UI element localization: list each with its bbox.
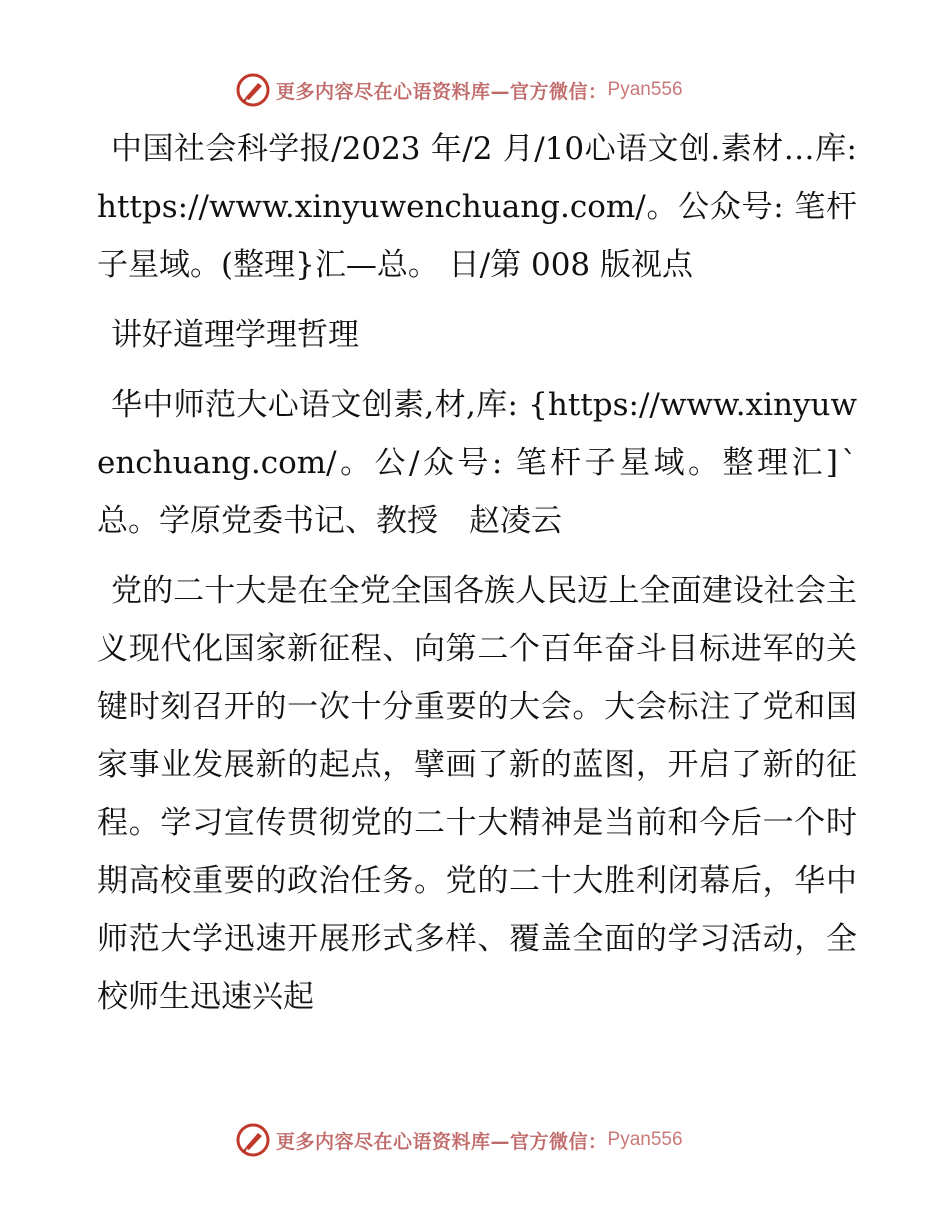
banner-wechat-id: Pyan556 — [607, 1129, 683, 1150]
banner-text: 更多内容尽在心语资料库—官方微信： — [276, 1130, 608, 1153]
banner-text: 更多内容尽在心语资料库—官方微信： — [276, 80, 608, 103]
document-content — [97, 120, 857, 1038]
pen-logo-icon — [236, 73, 270, 107]
pen-logo-icon — [236, 1123, 270, 1157]
top-banner — [236, 72, 683, 108]
article-body: 党的二十大是在全党全国各族人民迈上全面建设社会主义现代化国家新征程、向第二个百年奋斗目标进军的关键时刻召开的一次十分重要的大会。大会标注了党和国家事业发展新的起点，擘画了新的蓝图，开启了新的征程。学习宣传贯彻党的二十大精神是当前和今后一个时期高校重要的政治任务。党的二十大胜利闭幕后，华中师范大学迅速开展形式多样、覆盖全面的学习活动，全校师生迅速兴起 — [97, 573, 857, 1015]
article-byline: 华中师范大心语文创素,材,库: {https://www.xinyuwenchuang.com/。公/众号: 笔杆子星域。整理汇]ˋ总。学原党委书记、教授 赵凌云 — [97, 387, 857, 539]
banner-wechat-id: Pyan556 — [607, 79, 683, 100]
article-title: 讲好道理学理哲理 — [111, 317, 359, 353]
bottom-banner — [236, 1122, 683, 1158]
header-line: 中国社会科学报/2023 年/2 月/10心语文创.素材…库: https://www.xinyuwenchuang.com/。公众号: 笔杆子星域。(整理}汇—总。 日/第 008 版视点 — [97, 131, 857, 283]
